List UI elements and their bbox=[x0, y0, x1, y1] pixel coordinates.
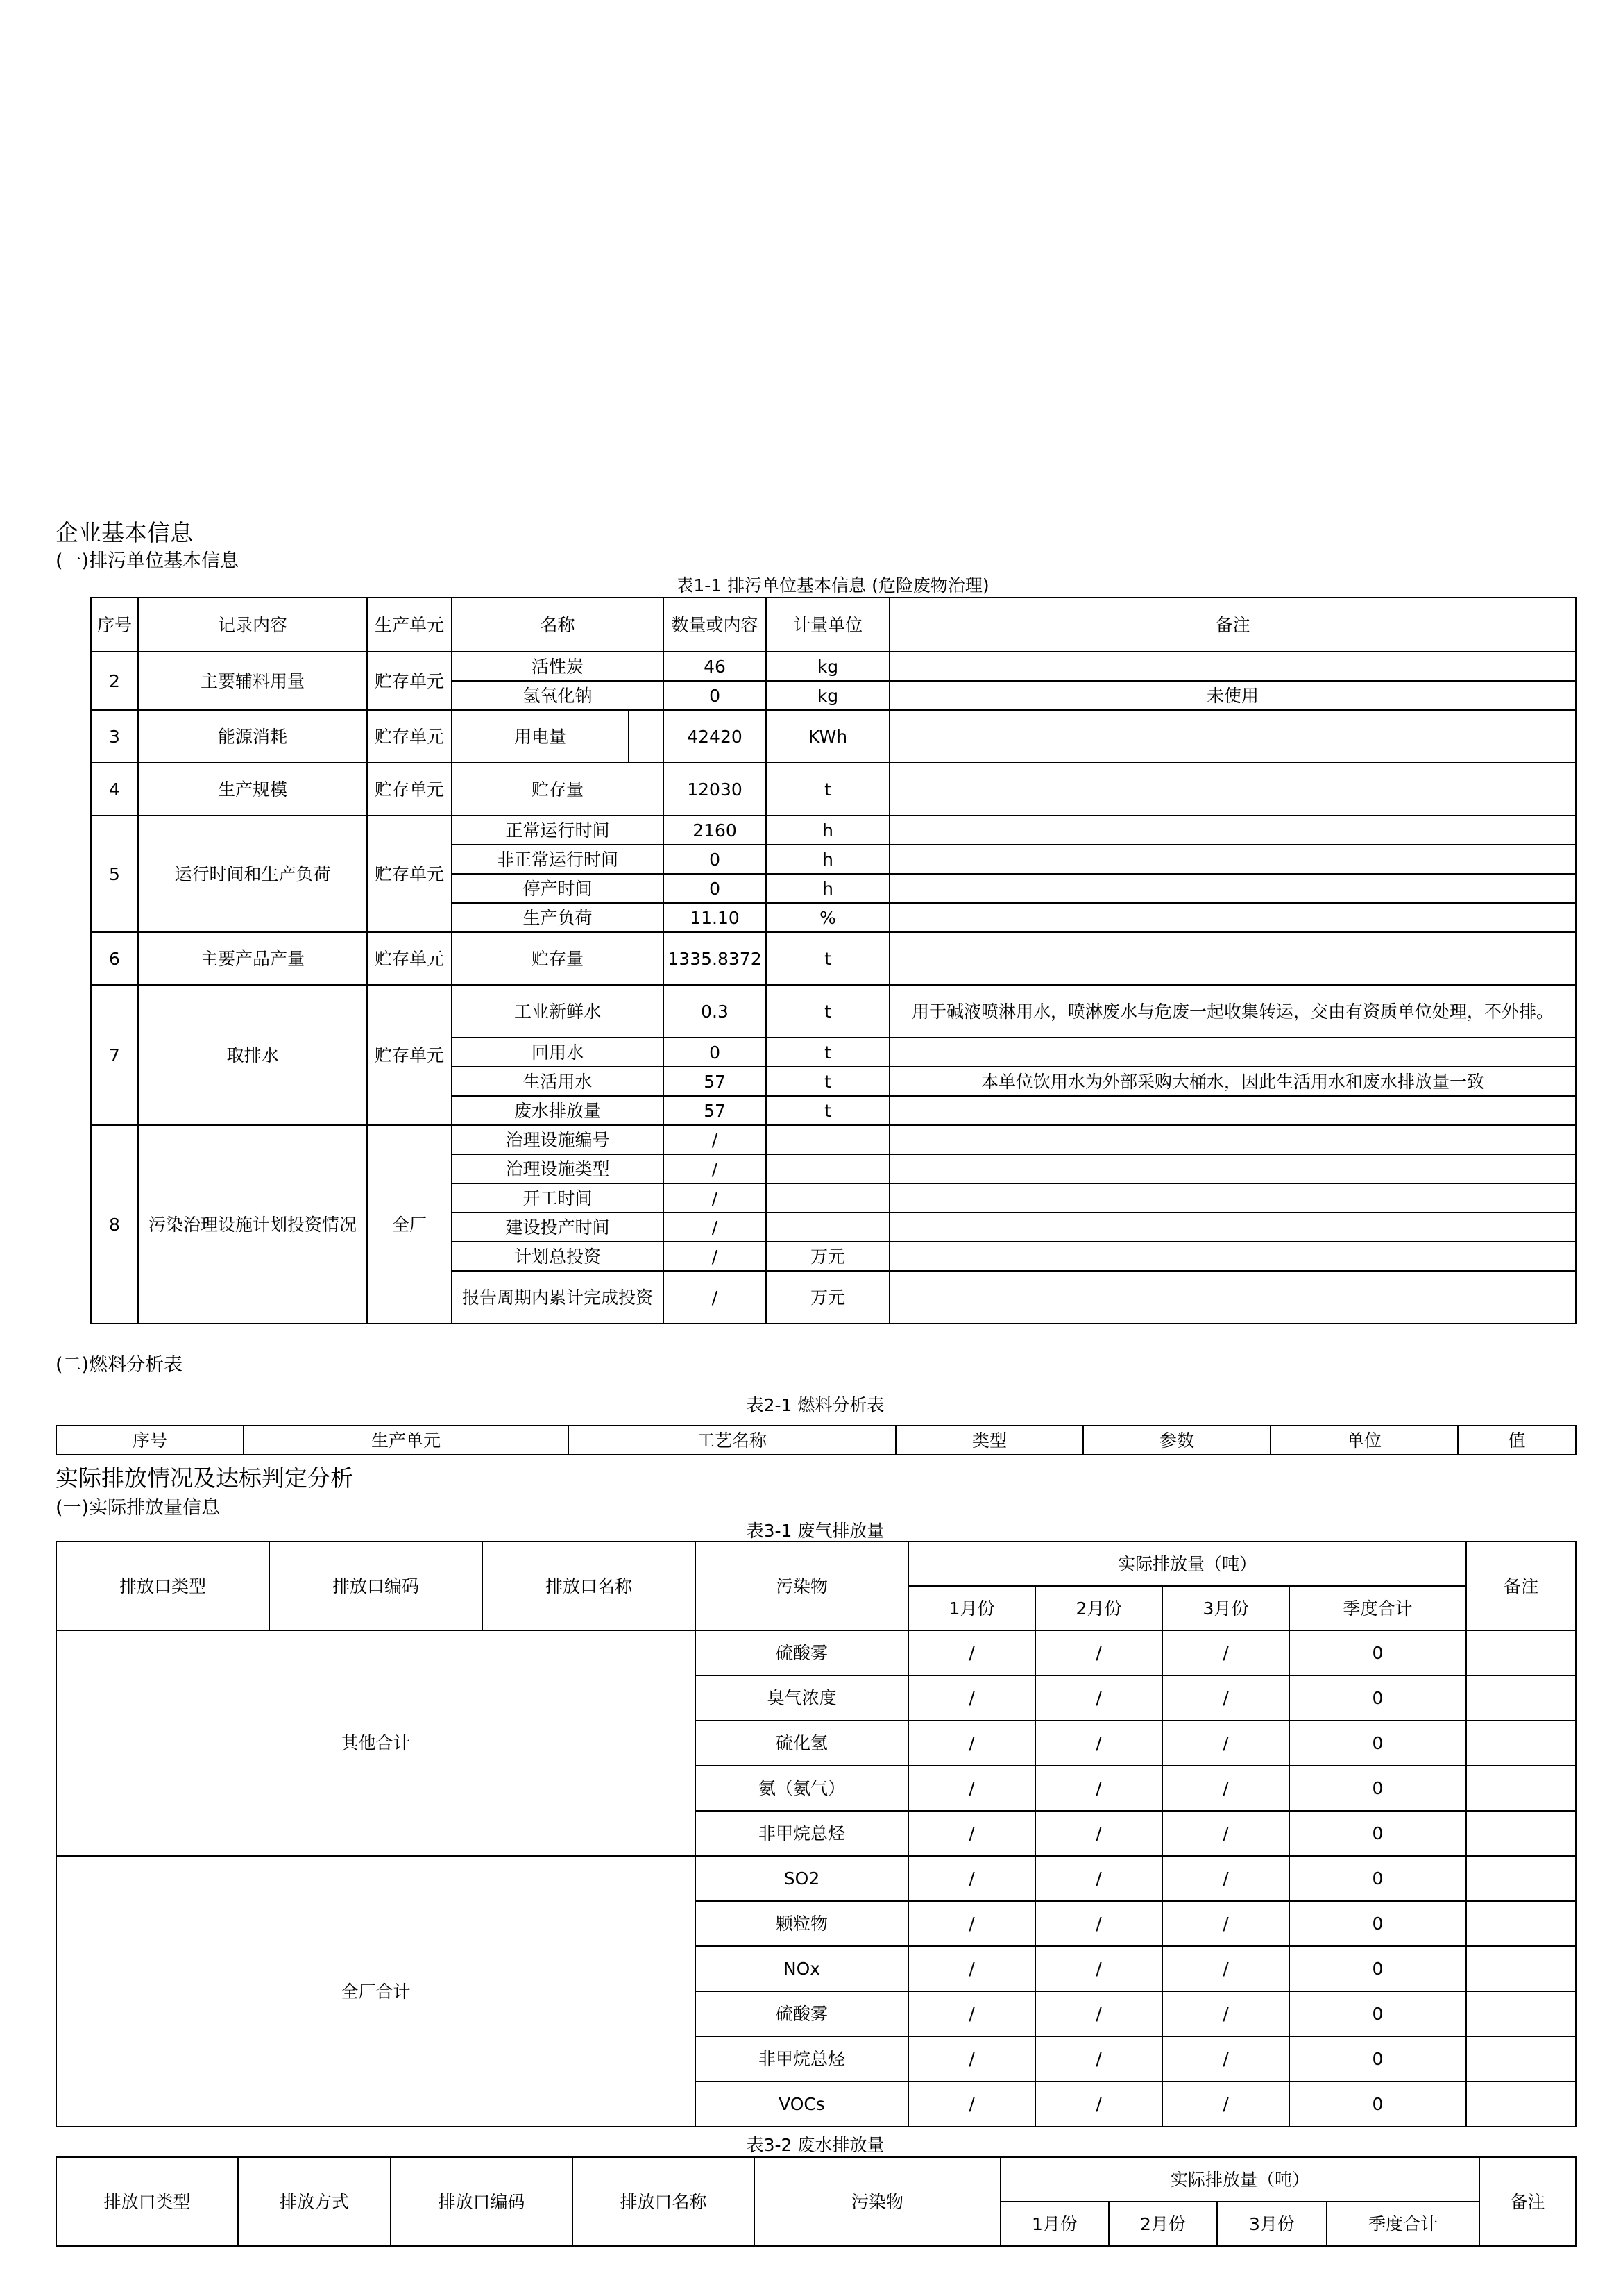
quarter-total: 0 bbox=[1289, 1901, 1466, 1946]
row-number: 4 bbox=[91, 763, 138, 816]
item-name: 生活用水 bbox=[452, 1067, 663, 1096]
item-name: 生产负荷 bbox=[452, 903, 663, 932]
item-remark bbox=[890, 1096, 1576, 1125]
item-unit: KWh bbox=[766, 710, 890, 763]
item-remark: 本单位饮用水为外部采购大桶水，因此生活用水和废水排放量一致 bbox=[890, 1067, 1576, 1096]
month-value: / bbox=[1035, 2082, 1162, 2127]
pollutant-name: 非甲烷总烃 bbox=[695, 2036, 908, 2082]
item-value: / bbox=[663, 1213, 766, 1242]
item-unit: 万元 bbox=[766, 1271, 890, 1324]
month-value: / bbox=[1162, 2082, 1289, 2127]
month-value: / bbox=[908, 2036, 1035, 2082]
item-name: 废水排放量 bbox=[452, 1096, 663, 1125]
quarter-total: 0 bbox=[1289, 1946, 1466, 1991]
header-cell: 排放口类型 bbox=[56, 2157, 238, 2246]
header-cell: 排放方式 bbox=[238, 2157, 391, 2246]
record-content: 主要辅料用量 bbox=[138, 652, 367, 710]
item-value: 2160 bbox=[663, 816, 766, 845]
item-unit: h bbox=[766, 874, 890, 903]
subsection-title-emission-info: (一)实际排放量信息 bbox=[56, 1497, 221, 1519]
remark-cell bbox=[1466, 1856, 1576, 1901]
item-unit: t bbox=[766, 1067, 890, 1096]
item-name: 报告周期内累计完成投资 bbox=[452, 1271, 663, 1324]
row-number: 3 bbox=[91, 710, 138, 763]
item-value: 1335.8372 bbox=[663, 932, 766, 985]
header-cell: 污染物 bbox=[695, 1542, 908, 1630]
exhaust-emission-table bbox=[56, 1541, 1577, 2127]
pollutant-name: 硫化氢 bbox=[695, 1721, 908, 1766]
item-unit: kg bbox=[766, 652, 890, 681]
header-cell: 工艺名称 bbox=[568, 1426, 896, 1455]
table3-caption: 表3-1 废气排放量 bbox=[746, 1521, 885, 1541]
month-value: / bbox=[1162, 1630, 1289, 1675]
month-value: / bbox=[1035, 1991, 1162, 2036]
table-row bbox=[91, 985, 1576, 1038]
subsection-title-fuel: (二)燃料分析表 bbox=[56, 1354, 183, 1376]
item-name: 停产时间 bbox=[452, 874, 663, 903]
item-name: 治理设施类型 bbox=[452, 1154, 663, 1183]
item-value: 42420 bbox=[663, 710, 766, 763]
table-header-row bbox=[91, 598, 1576, 652]
item-name-extra bbox=[629, 710, 663, 763]
month-value: / bbox=[908, 1766, 1035, 1811]
month-header-cell: 2月份 bbox=[1109, 2202, 1217, 2246]
pollutant-name: 臭气浓度 bbox=[695, 1675, 908, 1721]
record-content: 运行时间和生产负荷 bbox=[138, 816, 367, 932]
item-unit bbox=[766, 1154, 890, 1183]
item-unit: t bbox=[766, 763, 890, 816]
item-value: 12030 bbox=[663, 763, 766, 816]
quarter-total: 0 bbox=[1289, 1766, 1466, 1811]
header-cell: 排放口名称 bbox=[572, 2157, 754, 2246]
item-name: 治理设施编号 bbox=[452, 1125, 663, 1154]
item-value: 57 bbox=[663, 1067, 766, 1096]
remark-cell bbox=[1466, 1675, 1576, 1721]
item-name: 氢氧化钠 bbox=[452, 681, 663, 710]
record-content: 主要产品产量 bbox=[138, 932, 367, 985]
header-cell: 备注 bbox=[890, 598, 1576, 652]
item-unit bbox=[766, 1213, 890, 1242]
header-cell: 记录内容 bbox=[138, 598, 367, 652]
month-value: / bbox=[1035, 1766, 1162, 1811]
item-name: 用电量 bbox=[452, 710, 629, 763]
item-name: 正常运行时间 bbox=[452, 816, 663, 845]
item-value: / bbox=[663, 1271, 766, 1324]
item-unit: t bbox=[766, 985, 890, 1038]
remark-cell bbox=[1466, 1811, 1576, 1856]
item-name: 非正常运行时间 bbox=[452, 845, 663, 874]
header-cell: 排放口类型 bbox=[56, 1542, 269, 1630]
item-name: 活性炭 bbox=[452, 652, 663, 681]
table-row bbox=[91, 932, 1576, 985]
item-value: 57 bbox=[663, 1096, 766, 1125]
item-unit: % bbox=[766, 903, 890, 932]
header-cell: 排放口编码 bbox=[391, 2157, 572, 2246]
header-cell: 实际排放量（吨） bbox=[908, 1542, 1466, 1586]
header-cell: 名称 bbox=[452, 598, 663, 652]
item-unit: h bbox=[766, 816, 890, 845]
remark-cell bbox=[1466, 1721, 1576, 1766]
remark-cell bbox=[1466, 2082, 1576, 2127]
month-value: / bbox=[908, 1991, 1035, 2036]
month-header-cell: 季度合计 bbox=[1327, 2202, 1479, 2246]
table-header-row bbox=[56, 2157, 1576, 2202]
month-value: / bbox=[908, 1630, 1035, 1675]
quarter-total: 0 bbox=[1289, 2036, 1466, 2082]
header-cell: 值 bbox=[1458, 1426, 1576, 1455]
item-remark: 未使用 bbox=[890, 681, 1576, 710]
item-value: 11.10 bbox=[663, 903, 766, 932]
item-value: / bbox=[663, 1183, 766, 1213]
month-value: / bbox=[1035, 1811, 1162, 1856]
group-label: 全厂合计 bbox=[56, 1856, 695, 2127]
month-value: / bbox=[1162, 1946, 1289, 1991]
month-value: / bbox=[1035, 1630, 1162, 1675]
remark-cell bbox=[1466, 1991, 1576, 2036]
table1-caption: 表1-1 排污单位基本信息 (危险废物治理) bbox=[676, 575, 989, 596]
month-header-cell: 1月份 bbox=[1001, 2202, 1109, 2246]
table-row bbox=[56, 1630, 1576, 1675]
month-value: / bbox=[1035, 1721, 1162, 1766]
month-value: / bbox=[1035, 2036, 1162, 2082]
item-name: 计划总投资 bbox=[452, 1242, 663, 1271]
header-cell: 生产单元 bbox=[244, 1426, 568, 1455]
item-unit: t bbox=[766, 932, 890, 985]
item-value: / bbox=[663, 1242, 766, 1271]
section-title-enterprise-info: 企业基本信息 bbox=[56, 519, 193, 546]
item-unit bbox=[766, 1183, 890, 1213]
record-content: 取排水 bbox=[138, 985, 367, 1125]
month-header-cell: 季度合计 bbox=[1289, 1586, 1466, 1630]
item-name: 回用水 bbox=[452, 1038, 663, 1067]
production-unit: 全厂 bbox=[367, 1125, 452, 1324]
month-value: / bbox=[1035, 1675, 1162, 1721]
table4-caption: 表3-2 废水排放量 bbox=[746, 2135, 885, 2155]
item-name: 工业新鲜水 bbox=[452, 985, 663, 1038]
quarter-total: 0 bbox=[1289, 1630, 1466, 1675]
item-name: 建设投产时间 bbox=[452, 1213, 663, 1242]
quarter-total: 0 bbox=[1289, 1991, 1466, 2036]
remark-cell bbox=[1466, 1630, 1576, 1675]
row-number: 2 bbox=[91, 652, 138, 710]
record-content: 生产规模 bbox=[138, 763, 367, 816]
quarter-total: 0 bbox=[1289, 1675, 1466, 1721]
row-number: 5 bbox=[91, 816, 138, 932]
header-cell: 污染物 bbox=[754, 2157, 1001, 2246]
month-value: / bbox=[1162, 1901, 1289, 1946]
header-cell: 数量或内容 bbox=[663, 598, 766, 652]
row-number: 7 bbox=[91, 985, 138, 1125]
item-remark bbox=[890, 816, 1576, 845]
header-cell: 序号 bbox=[91, 598, 138, 652]
month-value: / bbox=[1035, 1856, 1162, 1901]
quarter-total: 0 bbox=[1289, 2082, 1466, 2127]
month-value: / bbox=[1162, 1766, 1289, 1811]
item-remark bbox=[890, 1183, 1576, 1213]
month-value: / bbox=[908, 1946, 1035, 1991]
item-remark bbox=[890, 903, 1576, 932]
header-cell: 生产单元 bbox=[367, 598, 452, 652]
item-value: / bbox=[663, 1154, 766, 1183]
item-unit bbox=[766, 1125, 890, 1154]
item-remark bbox=[890, 874, 1576, 903]
item-remark bbox=[890, 1038, 1576, 1067]
month-value: / bbox=[1162, 1811, 1289, 1856]
remark-cell bbox=[1466, 2036, 1576, 2082]
header-cell: 参数 bbox=[1083, 1426, 1271, 1455]
production-unit: 贮存单元 bbox=[367, 710, 452, 763]
item-remark bbox=[890, 763, 1576, 816]
pollutant-name: VOCs bbox=[695, 2082, 908, 2127]
row-number: 8 bbox=[91, 1125, 138, 1324]
production-unit: 贮存单元 bbox=[367, 932, 452, 985]
row-number: 6 bbox=[91, 932, 138, 985]
item-unit: h bbox=[766, 845, 890, 874]
pollutant-name: 硫酸雾 bbox=[695, 1630, 908, 1675]
month-value: / bbox=[908, 1856, 1035, 1901]
pollutant-name: 硫酸雾 bbox=[695, 1991, 908, 2036]
month-header-cell: 1月份 bbox=[908, 1586, 1035, 1630]
item-remark: 用于碱液喷淋用水，喷淋废水与危废一起收集转运，交由有资质单位处理，不外排。 bbox=[890, 985, 1576, 1038]
item-remark bbox=[890, 1154, 1576, 1183]
record-content: 能源消耗 bbox=[138, 710, 367, 763]
month-value: / bbox=[1162, 1991, 1289, 2036]
month-value: / bbox=[1035, 1946, 1162, 1991]
item-remark bbox=[890, 1213, 1576, 1242]
group-label: 其他合计 bbox=[56, 1630, 695, 1856]
header-cell: 计量单位 bbox=[766, 598, 890, 652]
record-content: 污染治理设施计划投资情况 bbox=[138, 1125, 367, 1324]
month-value: / bbox=[1162, 1721, 1289, 1766]
item-remark bbox=[890, 845, 1576, 874]
month-value: / bbox=[1162, 1856, 1289, 1901]
item-value: 0 bbox=[663, 681, 766, 710]
remark-cell bbox=[1466, 1901, 1576, 1946]
header-cell: 实际排放量（吨） bbox=[1001, 2157, 1479, 2202]
item-name: 开工时间 bbox=[452, 1183, 663, 1213]
item-value: 0 bbox=[663, 845, 766, 874]
item-value: 0 bbox=[663, 874, 766, 903]
item-remark bbox=[890, 1242, 1576, 1271]
item-value: 0.3 bbox=[663, 985, 766, 1038]
table-header-row bbox=[56, 1426, 1576, 1455]
header-cell: 序号 bbox=[56, 1426, 244, 1455]
production-unit: 贮存单元 bbox=[367, 816, 452, 932]
production-unit: 贮存单元 bbox=[367, 985, 452, 1125]
item-value: 46 bbox=[663, 652, 766, 681]
header-cell: 备注 bbox=[1466, 1542, 1576, 1630]
month-header-cell: 3月份 bbox=[1162, 1586, 1289, 1630]
month-header-cell: 2月份 bbox=[1035, 1586, 1162, 1630]
table-row bbox=[91, 710, 1576, 763]
table-header-row bbox=[56, 1542, 1576, 1586]
section-title-actual-emission: 实际排放情况及达标判定分析 bbox=[56, 1464, 353, 1492]
fuel-analysis-table bbox=[56, 1425, 1577, 1455]
basic-info-table bbox=[90, 597, 1577, 1324]
header-cell: 备注 bbox=[1479, 2157, 1576, 2246]
item-unit: 万元 bbox=[766, 1242, 890, 1271]
remark-cell bbox=[1466, 1766, 1576, 1811]
item-unit: kg bbox=[766, 681, 890, 710]
item-unit: t bbox=[766, 1038, 890, 1067]
table-row bbox=[56, 1856, 1576, 1901]
header-cell: 类型 bbox=[896, 1426, 1083, 1455]
quarter-total: 0 bbox=[1289, 1856, 1466, 1901]
item-remark bbox=[890, 1271, 1576, 1324]
item-remark bbox=[890, 1125, 1576, 1154]
month-value: / bbox=[908, 1675, 1035, 1721]
item-remark bbox=[890, 710, 1576, 763]
month-value: / bbox=[908, 1811, 1035, 1856]
quarter-total: 0 bbox=[1289, 1721, 1466, 1766]
wastewater-emission-table bbox=[56, 2156, 1577, 2247]
month-value: / bbox=[908, 1901, 1035, 1946]
remark-cell bbox=[1466, 1946, 1576, 1991]
table2-caption: 表2-1 燃料分析表 bbox=[746, 1395, 885, 1415]
item-name: 贮存量 bbox=[452, 763, 663, 816]
table-row bbox=[91, 652, 1576, 681]
month-value: / bbox=[1035, 1901, 1162, 1946]
item-value: / bbox=[663, 1125, 766, 1154]
table-row bbox=[91, 1125, 1576, 1154]
item-remark bbox=[890, 932, 1576, 985]
item-name: 贮存量 bbox=[452, 932, 663, 985]
pollutant-name: NOx bbox=[695, 1946, 908, 1991]
table-row bbox=[91, 763, 1576, 816]
item-remark bbox=[890, 652, 1576, 681]
pollutant-name: 氨（氨气） bbox=[695, 1766, 908, 1811]
month-value: / bbox=[908, 2082, 1035, 2127]
item-value: 0 bbox=[663, 1038, 766, 1067]
header-cell: 单位 bbox=[1271, 1426, 1458, 1455]
item-unit: t bbox=[766, 1096, 890, 1125]
month-value: / bbox=[1162, 1675, 1289, 1721]
production-unit: 贮存单元 bbox=[367, 652, 452, 710]
month-value: / bbox=[908, 1721, 1035, 1766]
quarter-total: 0 bbox=[1289, 1811, 1466, 1856]
pollutant-name: 非甲烷总烃 bbox=[695, 1811, 908, 1856]
production-unit: 贮存单元 bbox=[367, 763, 452, 816]
table-row bbox=[91, 816, 1576, 845]
header-cell: 排放口编码 bbox=[269, 1542, 482, 1630]
pollutant-name: SO2 bbox=[695, 1856, 908, 1901]
month-value: / bbox=[1162, 2036, 1289, 2082]
month-header-cell: 3月份 bbox=[1217, 2202, 1327, 2246]
pollutant-name: 颗粒物 bbox=[695, 1901, 908, 1946]
header-cell: 排放口名称 bbox=[482, 1542, 695, 1630]
subsection-title-basic-info: (一)排污单位基本信息 bbox=[56, 550, 239, 572]
